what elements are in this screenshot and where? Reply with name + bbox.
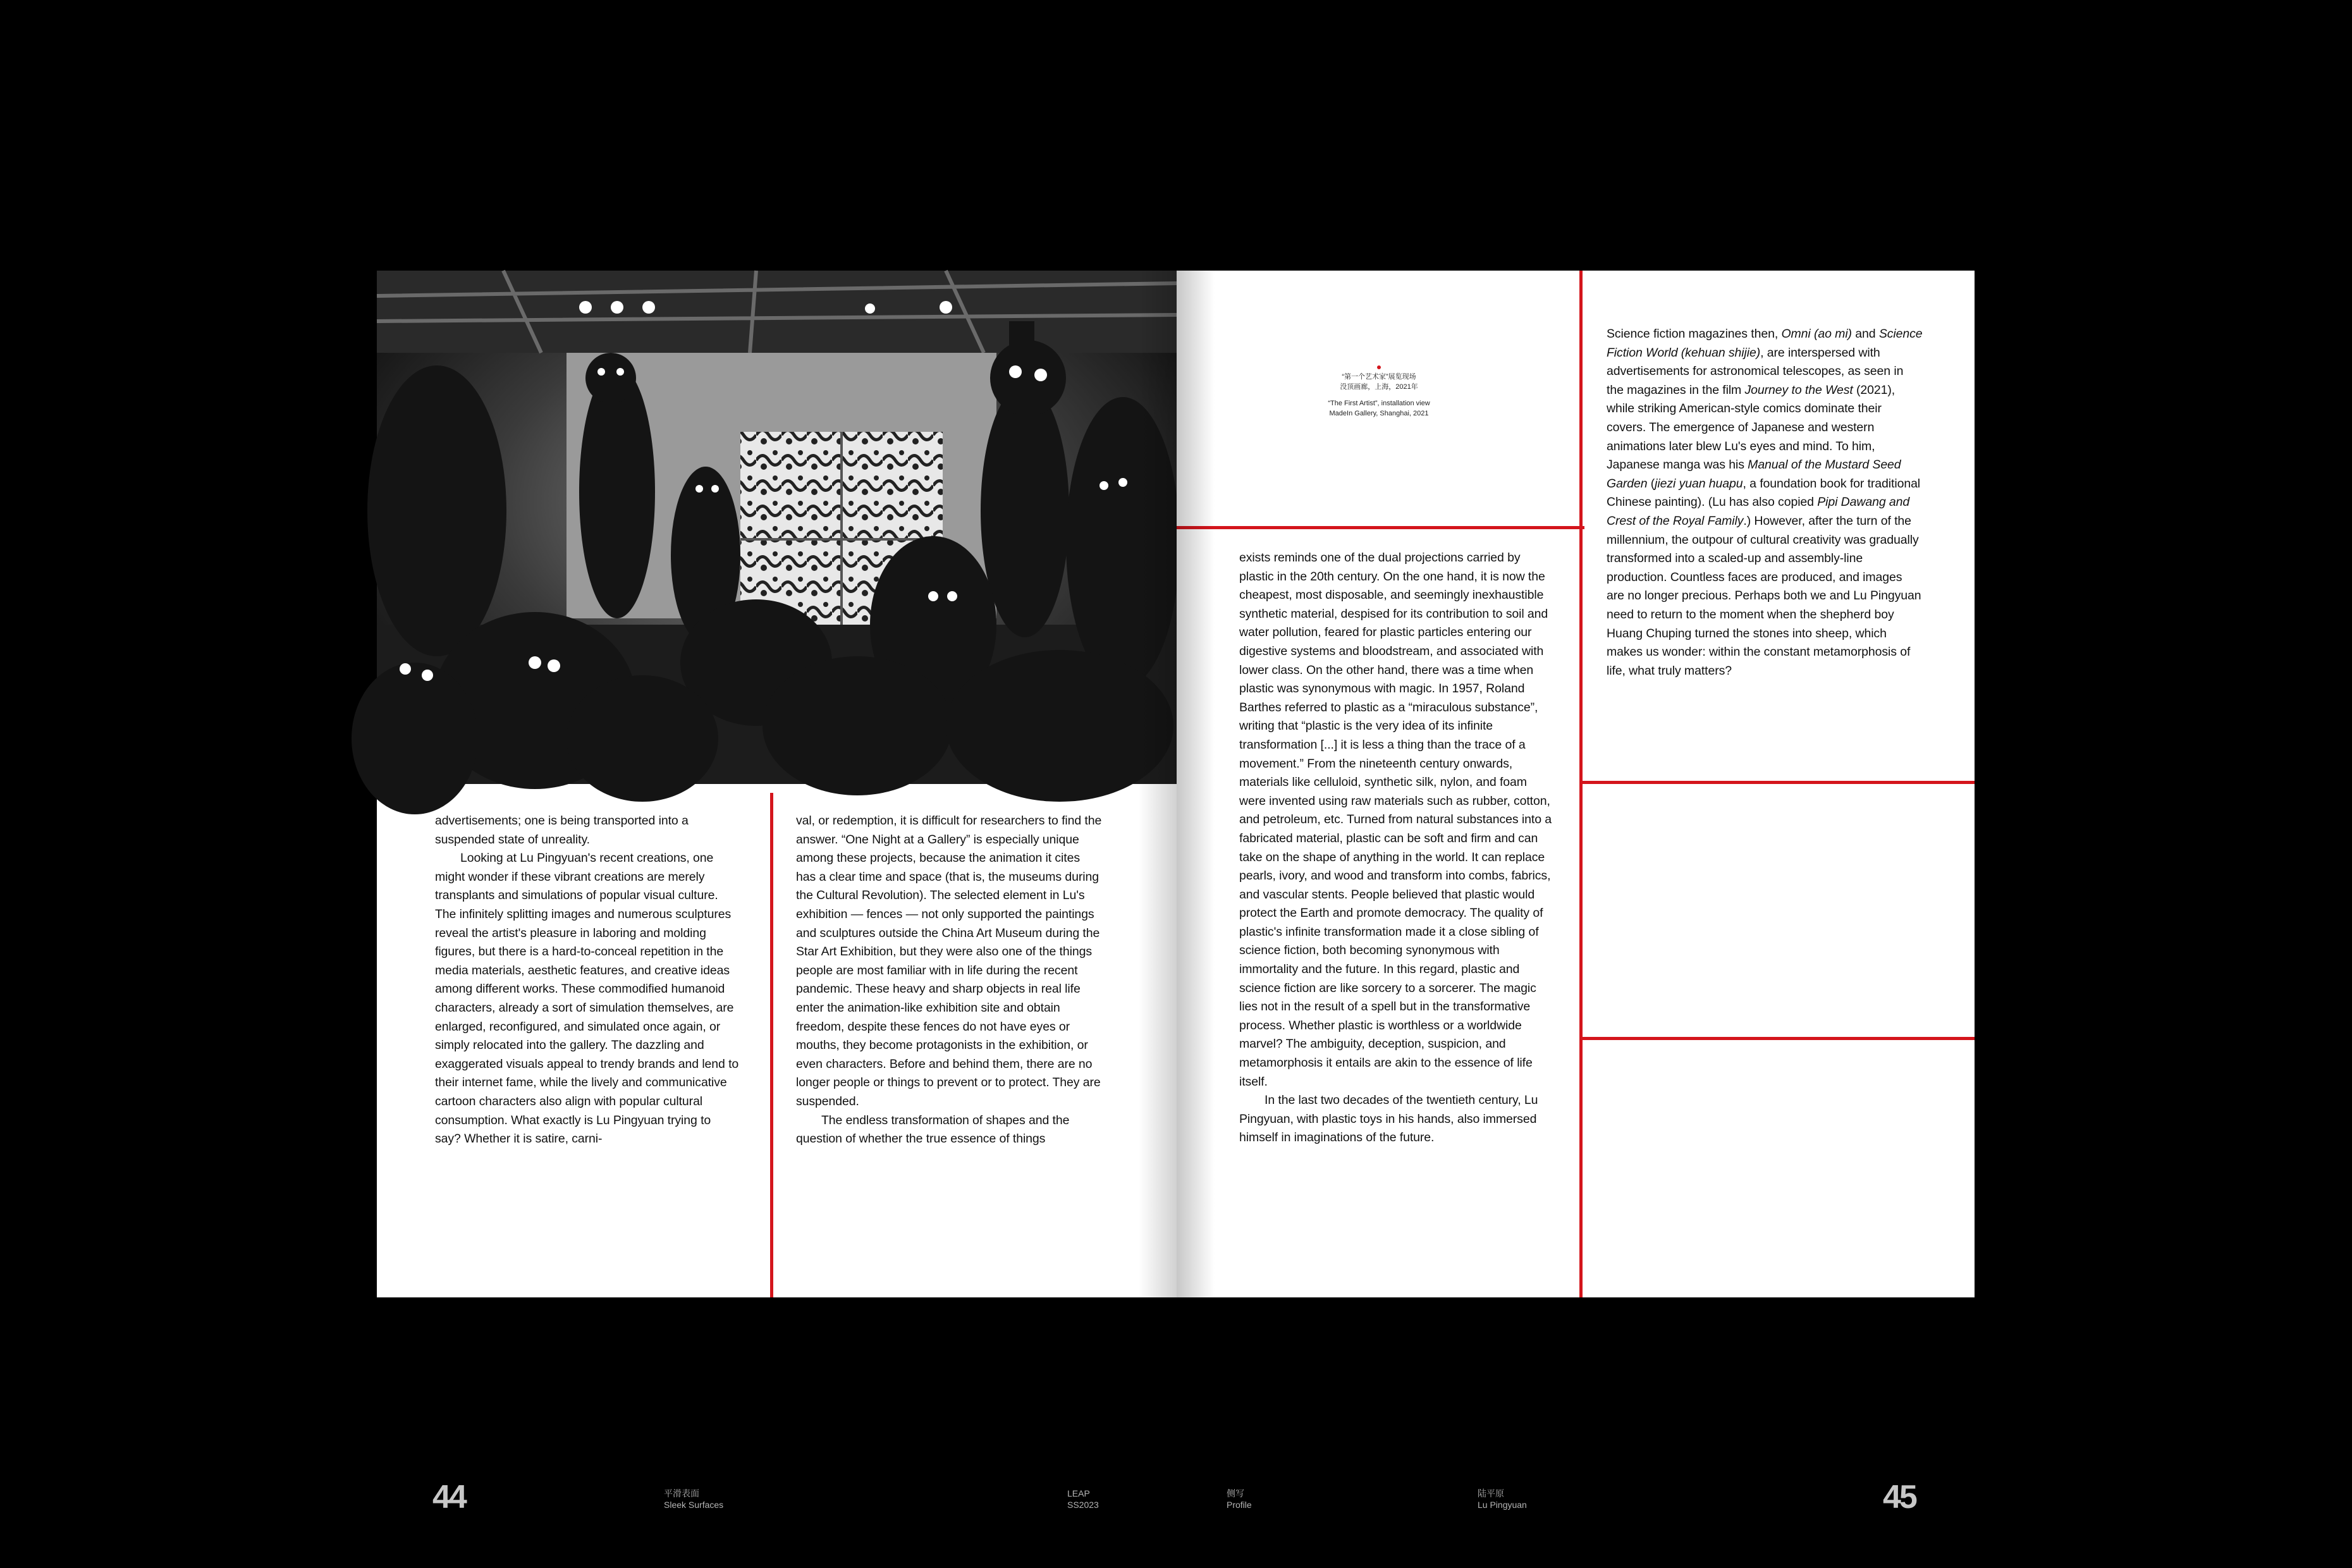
page-number: 44	[432, 1479, 465, 1516]
paragraph: In the last two decades of the twentieth century, Lu Pingyuan, with plastic toys in his hands, also immersed himself in imaginations of the future.	[1239, 1093, 1538, 1145]
magazine-issue: SS2023	[1067, 1500, 1099, 1510]
red-rule	[1579, 271, 1583, 527]
paragraph: exists reminds one of the dual projections carried by plastic in the 20th century. On the one hand, it is now the cheapest, most disposable, and seemingly inexhaustible synthetic material, despised for its contribution to soil and water pollution, feared for plastic particles entering our digestive systems and bloodstream, and associated with lower class. On the other hand, there was a time when plastic was synonymous with magic. In 1957, Roland Barthes referred to plastic as a “miraculous substance”, writing that “plastic is the very idea of its infinite transformation [...] it is less a thing than the trace of a movement.” From the nineteenth century onwards, materials like celluloid, synthetic silk, nylon, and foam were invented using raw materials such as rubber, cotton, and petroleum, etc. Turned from natural substances into a fabricated material, plastic can be soft and firm and can take on the shape of anything in the world. It can replace pearls, ivory, and wood and transform into combs, fabrics, and vascular stents. People believed that plastic would protect the Earth and promote democracy. The quality of plastic's infinite transformation made it a close sibling of science fiction, both becoming synonymous with immortality and the future. In this regard, plastic and science fiction are like sorcery to a sorcerer. The magic lies not in the result of a spell but in the transformative process. Whether plastic is worthless or a worldwide marvel? The ambiguity, deception, suspicion, and metamorphosis it entails are akin to the essence of life itself.	[1239, 551, 1552, 1089]
installation-photo-image	[377, 271, 1177, 784]
text-column-1	[435, 812, 740, 1149]
red-rule	[770, 793, 773, 1297]
magazine-name: LEAP	[1067, 1488, 1090, 1498]
caption-zh-2: 没顶画廊，上海，2021年	[1340, 383, 1418, 391]
red-rule	[1579, 527, 1583, 1297]
paragraph: advertisements; one is being transported into a suspended state of unreality.	[435, 814, 689, 847]
installation-photo	[377, 271, 1177, 784]
caption-en-2: MadeIn Gallery, Shanghai, 2021	[1329, 410, 1429, 417]
section-zh: 侧写	[1227, 1488, 1244, 1498]
caption-zh-1: “第一个艺术家”展览现场	[1342, 373, 1416, 381]
red-rule	[1177, 526, 1584, 529]
artist-en: Lu Pingyuan	[1478, 1500, 1527, 1510]
gutter-shadow	[1177, 271, 1215, 1297]
magazine-mark	[1067, 1488, 1099, 1510]
artist-mark	[1478, 1488, 1527, 1510]
paragraph: The endless transformation of shapes and the question of whether the true essence of things	[796, 1113, 1070, 1146]
text-column-4	[1607, 325, 1923, 680]
text-column-2	[796, 812, 1102, 1149]
running-head	[664, 1488, 723, 1510]
caption-en-1: “The First Artist”, installation view	[1328, 400, 1430, 407]
caption-marker	[1377, 365, 1381, 369]
artist-zh: 陆平原	[1478, 1488, 1504, 1498]
running-head-en: Sleek Surfaces	[664, 1500, 724, 1510]
paragraph: val, or redemption, it is difficult for researchers to find the answer. “One Night at a Gallery” is especially unique among these projects, because the animation it cites has a clear time and space (that is, the museums during the Cultural Revolution). The selected element in Lu's exhibition — fences — not only supported the paintings and sculptures outside the China Art Museum during the Star Art Exhibition, but they were also one of the things people are most familiar with in life during the recent pandemic. These heavy and sharp objects in real life enter the animation-like exhibition site and obtain freedom, despite these fences do not have eyes or mouths, they become protagonists in the exhibition, or even characters. Before and behind them, there are no longer people or things to prevent or to protect. They are suspended.	[796, 814, 1102, 1108]
page-number: 45	[1883, 1479, 1916, 1516]
text-column-3	[1239, 549, 1555, 1148]
red-rule	[1579, 1037, 1975, 1040]
red-rule	[1579, 781, 1975, 784]
photo-caption	[1297, 365, 1461, 419]
right-page	[1177, 271, 1975, 1516]
running-head-zh: 平滑表面	[664, 1488, 699, 1498]
section-en: Profile	[1227, 1500, 1252, 1510]
paragraph: Science fiction magazines then, Omni (ao mi) and Science Fiction World (kehuan shijie), are interspersed with advertisements for astronomical telescopes, as seen in the magazines in the film Journey to the West (2021), while striking American-style comics dominate their covers. The emergence of Japanese and western animations later blew Lu's eyes and mind. To him, Japanese manga was his Manual of the Mustard Seed Garden (jiezi yuan huapu, a foundation book for traditional Chinese painting). (Lu has also copied Pipi Dawang and Crest of the Royal Family.) However, after the turn of the millennium, the outpour of cultural creativity was gradually transformed into a scaled-up and assembly-line production. Countless faces are produced, and images are no longer precious. Perhaps both we and Lu Pingyuan need to return to the moment when the shepherd boy Huang Chuping turned the stones into sheep, which makes us wonder: within the constant metamorphosis of life, what truly matters?	[1607, 327, 1923, 678]
left-page	[377, 271, 1177, 1516]
paragraph: Looking at Lu Pingyuan's recent creations, one might wonder if these vibrant creations are merely transplants and simulations of popular visual culture. The infinitely splitting images and numerous sculptures reveal the artist's pleasure in laboring and molding figures, but there is a hard-to-conceal repetition in the media materials, aesthetic features, and creative ideas among different works. These commodified humanoid characters, already a sort of simulation themselves, are enlarged, reconfigured, and simulated once again, or simply relocated into the gallery. The dazzling and exaggerated visuals appeal to trendy brands and lend to their internet fame, while the lively and communicative cartoon characters also align with popular cultural consumption. What exactly is Lu Pingyuan trying to say? Whether it is satire, carni-	[435, 851, 739, 1146]
section-mark	[1227, 1488, 1252, 1510]
